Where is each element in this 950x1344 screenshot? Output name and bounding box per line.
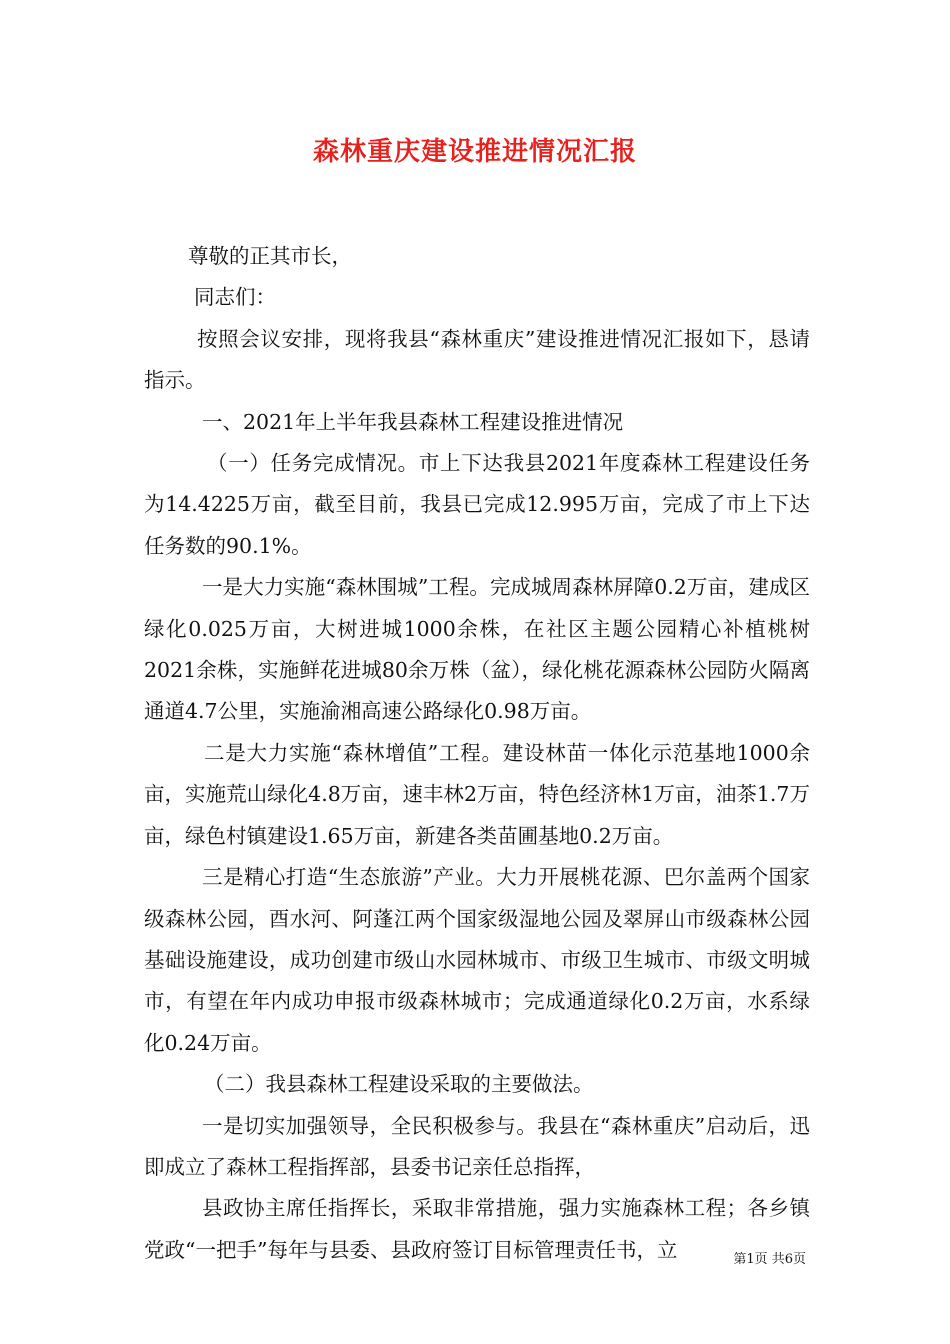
page-number: 第1页 共6页 [733,1252,806,1267]
paragraph: 一是切实加强领导，全民积极参与。我县在“森林重庆”启动后，迅即成立了森林工程指挥部，县委书记亲任总指挥， [144,1113,810,1179]
document-body [144,236,810,1271]
paragraph: 县政协主席任指挥长，采取非常措施，强力实施森林工程；各乡镇党政“一把手”每年与县委、县政府签订目标管理责任书，立 [144,1196,810,1262]
paragraph: （一）任务完成情况。市上下达我县2021年度森林工程建设任务为14.4225万亩，截至目前，我县已完成12.995万亩，完成了市上下达任务数的90.1%。 [144,451,810,558]
paragraph: 按照会议安排，现将我县“森林重庆”建设推进情况汇报如下，恳请指示。 [144,326,810,393]
document-title: 森林重庆建设推进情况汇报 [312,137,637,167]
salutation-colleagues: 同志们： [194,285,276,310]
paragraph: 三是精心打造“生态旅游”产业。大力开展桃花源、巴尔盖两个国家级森林公园，酉水河、阿蓬江两个国家级湿地公园及翠屏山市级森林公园基础设施建设，成功创建市级山水园林城市、市级卫生城市、市级文明城市，有望在年内成功申报市级森林城市；完成通道绿化0.2万亩，水系绿化0.24万亩。 [144,865,810,1055]
paragraph: 二是大力实施“森林增值”工程。建设林苗一体化示范基地1000余亩，实施荒山绿化4.8万亩，速丰林2万亩，特色经济林1万亩，油茶1.7万亩，绿色村镇建设1.65万亩，新建各类苗圃基地0.2万亩。 [144,740,810,848]
subsection-heading: （二）我县森林工程建设采取的主要做法。 [204,1072,594,1097]
section-heading: 一、2021年上半年我县森林工程建设推进情况 [202,409,624,434]
paragraph: 一是大力实施“森林围城”工程。完成城周森林屏障0.2万亩，建成区绿化0.025万亩，大树进城1000余株，在社区主题公园精心补植桃树2021余株，实施鲜花进城80余万株（盆），绿化桃花源森林公园防火隔离通道4.7公里，实施渝湘高速公路绿化0.98万亩。 [144,575,810,724]
salutation: 尊敬的正其市长， [188,244,352,268]
